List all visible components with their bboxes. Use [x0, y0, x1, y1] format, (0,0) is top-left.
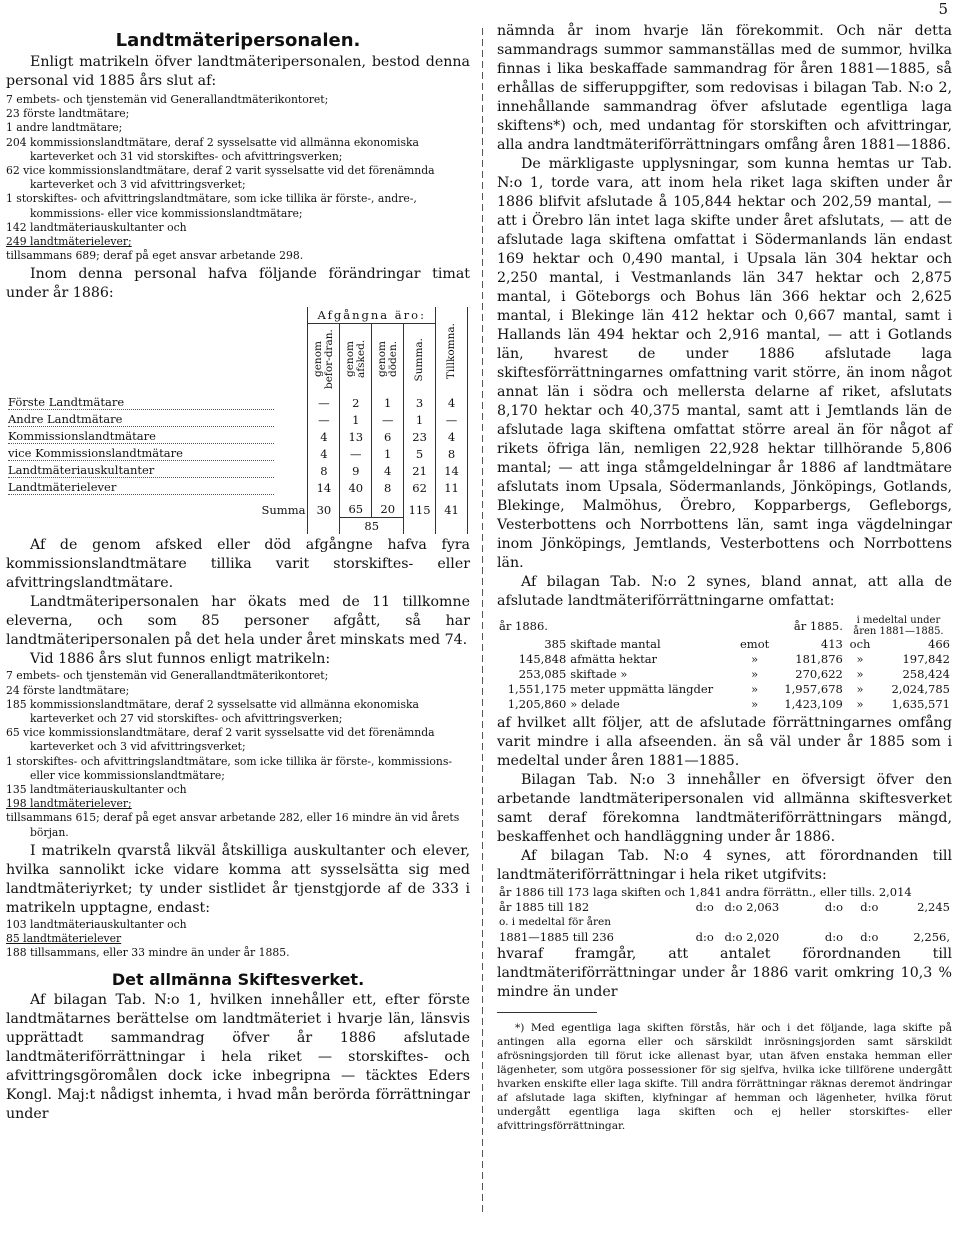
table-cell: 181,876	[795, 652, 843, 666]
table-cell: 4	[308, 445, 340, 462]
right-column	[497, 22, 952, 1133]
table-cell: 6	[372, 428, 404, 445]
list-item: 7 embets- och tjenstemän vid Generallandtmäterikontoret;	[6, 93, 329, 106]
table-cell: 4	[436, 394, 468, 411]
table-cell: 466	[928, 637, 950, 651]
paragraph: Inom denna personal hafva följande förändringar timat under år 1886:	[6, 266, 470, 302]
table-row	[6, 445, 468, 462]
table-row: år 1886 till 173 laga skiften och 1,841 andra förrättn., eller tills. 2,014	[499, 885, 912, 899]
column-header: genom afsked.	[343, 340, 367, 379]
table-cell: 21	[404, 462, 436, 479]
table-cell: 413	[820, 637, 843, 651]
table-cell: 1,205,860	[507, 697, 567, 711]
paragraph: Af de genom afsked eller död afgångne hafva fyra kommissionslandtmätare tillika varit storskiftes- eller afvittringslandtmätare.	[6, 537, 470, 592]
table-row	[497, 667, 952, 682]
table-cell: 8	[372, 479, 404, 496]
table-cell: 11	[436, 479, 468, 496]
row-label: Kommissionslandtmätare	[8, 429, 274, 444]
table-row	[6, 428, 468, 445]
list-item: 24 förste landtmätare;	[6, 683, 130, 697]
table-cell: afmätta hektar	[570, 652, 658, 666]
table-cell: 385	[544, 637, 567, 651]
table-cell: 2,024,785	[891, 682, 950, 696]
list-item: 62 vice kommissionslandtmätare, deraf 2 varit sysselsatte vid det förenämnda karteverket och 3 vid afvittringsverket;	[6, 164, 435, 192]
table-cell: 23	[404, 428, 436, 445]
table-summa-row	[6, 496, 468, 518]
page-number: 5	[938, 0, 948, 18]
column-header: år 1885.	[793, 618, 843, 633]
table-cell: emot	[740, 637, 770, 651]
table-row: o. i medeltal för åren	[499, 916, 611, 928]
appointments-table	[497, 885, 952, 945]
table-cell: 41	[436, 496, 468, 518]
table-cell: »	[751, 667, 759, 681]
paragraph: Af bilagan Tab. N:o 4 synes, att förordnanden till landtmäteriförrättningar i hela riket utgifvits:	[497, 848, 952, 883]
table-row	[497, 697, 952, 712]
row-label: Landtmäteriauskultanter	[8, 463, 274, 478]
column-header: genom befor-dran.	[311, 329, 335, 390]
list-item: 204 kommissionslandtmätare, deraf 2 sysselsatte vid allmänna ekonomiska karteverket och 31 vid storskiftes- och afvittringsverken;	[6, 135, 419, 163]
row-label: Förste Landtmätare	[8, 395, 274, 410]
paragraph: hvaraf framgår, att antalet förordnanden till landtmäteriförrättningar under år 1886 varit omkring 10,3 % mindre än under	[497, 946, 952, 1000]
table-row	[6, 411, 468, 428]
table-cell: 115	[404, 496, 436, 518]
table-cell: 30	[308, 496, 340, 518]
table-cell: 65	[340, 496, 372, 518]
table-cell: 4	[308, 428, 340, 445]
table-cell: skiftade »	[570, 667, 628, 681]
table-row	[497, 652, 952, 667]
table-row	[6, 462, 468, 479]
list-item: 198 landtmäterielever;	[6, 797, 132, 811]
paragraph: Af bilagan Tab. N:o 1, hvilken innehåller ett, efter förste landtmätarnes berättelse om landtmäteriet i hvarje län, länsvis upprättadt sammandrag öfver år 1886 afslutade landtmäteriförrättningar i hela riket — storskiftes- och afvittringsgöromålen dock icke inbegripna — täcktes Eders Kongl. Maj:t nådigst inhemta, i hvad mån berörda förrättningar under	[6, 992, 470, 1123]
personnel-list-1886	[6, 669, 470, 811]
column-header: i medeltal under åren 1881—1885.	[853, 615, 944, 637]
table-cell: 1,635,571	[891, 697, 950, 711]
table-cell: 1	[404, 411, 436, 428]
table-cell: 258,424	[902, 667, 950, 681]
row-label: vice Kommissionslandtmätare	[8, 446, 274, 461]
paragraph: af hvilket allt följer, att de afslutade förrättningarnes omfång varit mindre i alla afseenden. än så väl under år 1885 som i medeltal under åren 1881—1885.	[497, 715, 952, 769]
list-item: 249 landtmäterielever;	[6, 235, 132, 249]
row-label: Andre Landtmätare	[8, 412, 274, 427]
changes-table	[6, 307, 468, 534]
paragraph: Bilagan Tab. N:o 3 innehåller en öfversigt öfver den arbetande landtmäteripersonalen vid allmänna skiftesverket samt deraf förekomna landtmäteriförrättningars mängd, beskaffenhet och handläggning under år 1886.	[497, 772, 952, 845]
section-title: Det allmänna Skiftesverket.	[111, 970, 365, 990]
row-label: Landtmäterielever	[8, 480, 274, 495]
list-item: 1 storskiftes- och afvittringslandtmätare, som icke tillika är förste-, kommissions- eller vice kommissionslandtmätare;	[6, 754, 453, 782]
table-cell: 4	[372, 462, 404, 479]
table-cell: —	[308, 394, 340, 411]
table-cell: »	[856, 682, 864, 696]
list-item: 135 landtmäteriauskultanter och	[6, 783, 187, 797]
table-cell: och	[849, 637, 871, 651]
table-cell: 145,848	[518, 652, 567, 666]
table-cell: 1	[340, 411, 372, 428]
personnel-list-1885	[6, 93, 470, 249]
paragraph: I matrikeln qvarstå likväl åtskilliga auskultanter och elever, hvilka sannolikt icke vidare komma att sysselsätta sig med landtmäteriyrket; ty under sistlidet år tjenstgjorde af de 333 i matrikeln upptagne, endast:	[6, 842, 470, 916]
paragraph: Af bilagan Tab. N:o 2 synes, bland annat, att alla de afslutade landtmäteriförrättningarne omfattat:	[497, 574, 952, 609]
column-header: Summa.	[413, 337, 426, 382]
paragraph: De märkligaste upplysningar, som kunna hemtas ur Tab. N:o 1, torde vara, att inom hela riket laga skiften under år 1886 blifvit afslutade å 105,844 hektar och 202,59 mantal, — att i Örebro län intet laga skifte under året afslutats, — att de afslutade laga skiftena omfattat i Södermanlands län endast 169 hektar och 0,490 mantal, i Upsala län 304 hektar och 2,250 mantal, i Vestmanlands län 347 hektar och 2,875 mantal, i Göteborgs och Bohus län 366 hektar och 2,625 mantal, i Blekinge län 412 hektar och 0,667 mantal, samt i Hallands län 494 hektar och 2,916 mantal, — att i Gotlands län, hvarest de under 1886 afslutade laga skiftesförrättningarnes omfattning varit större, än inom något annat län i södra och mellersta delarne af riket, afslutats 8,170 hektar och 40,375 mantal, samt att i Jemtlands län de afslutade laga skiftena omfattat större areal än för något af rikets öfriga län, nemligen 22,928 hektar tillhörande 5,806 mantal; — att inga ståmgeldelningar år 1886 af landtmätare afslutats inom Upsala, Södermanlands, Jönköpings, Gotlands, Blekinge, Malmöhus, Örebro, Kopparbergs, Gefleborgs, Vesterbottens och Norrbottens län, samt inga vägdelningar inom Jönköpings, Jemtlands, Vesterbottens och Norrbottens län.	[497, 156, 952, 571]
list-item: 142 landtmäteriauskultanter och	[6, 220, 187, 234]
paragraph: Landtmäteripersonalen har ökats med de 11 tillkomne eleverna, och som 85 personer afgått, så har landtmäteripersonalen på det hela under året minskats med 74.	[6, 594, 470, 649]
list-item: 7 embets- och tjenstemän vid Generallandtmäterikontoret;	[6, 669, 329, 683]
table-cell: »	[751, 697, 759, 711]
table-row	[6, 394, 468, 411]
table-cell: 1	[372, 394, 404, 411]
table-cell: 5	[404, 445, 436, 462]
list-item: 85 landtmäterielever	[6, 932, 122, 946]
left-column	[6, 22, 470, 1124]
table-cell: 2	[340, 394, 372, 411]
table-cell: —	[436, 411, 468, 428]
table-cell: 197,842	[902, 652, 950, 666]
table-cell: 1,423,109	[784, 697, 843, 711]
table-cell: 1	[372, 445, 404, 462]
column-header: genom döden.	[375, 341, 399, 378]
table-cell: »	[751, 652, 759, 666]
table-cell: 270,622	[795, 667, 843, 681]
list-total: 188 tillsammans, eller 33 mindre än under år 1885.	[6, 946, 290, 960]
table-cell: —	[372, 411, 404, 428]
list-total: tillsammans 689; deraf på eget ansvar arbetande 298.	[6, 249, 304, 263]
summa-label: Summa	[261, 502, 306, 517]
table-row	[497, 682, 952, 697]
subtotal: 85	[340, 518, 404, 535]
table-cell: »	[856, 667, 864, 681]
list-total: tillsammans 615; deraf på eget ansvar arbetande 282, eller 16 mindre än vid årets början.	[6, 811, 460, 839]
table-cell: 13	[340, 428, 372, 445]
table-cell: 40	[340, 479, 372, 496]
table-cell: 1,957,678	[784, 682, 843, 696]
table-cell: »	[856, 697, 864, 711]
list-item: 185 kommissionslandtmätare, deraf 2 sysselsatte vid allmänna ekonomiska karteverket och 27 vid storskiftes- och afvittringsverken;	[6, 697, 419, 726]
table-cell: 9	[340, 462, 372, 479]
table-cell: 253,085	[518, 667, 567, 681]
paragraph: nämnda år inom hvarje län förekommit. Och när detta sammandrags summor sammanställas med de summor, hvilka finnas i lika beskaffade sammandrag för åren 1881—1885, så erhållas de sifferuppgifter, som redovisas i bilagan Tab. N:o 2, innehållande sammandrag öfver afslutade egentliga laga skiftens*) och, med undantag för storskiften och afvittringar, alla andra landtmäteriförrättningars omfång åren 1881—1886.	[497, 23, 952, 153]
footnote-rule	[497, 1012, 597, 1013]
table-cell: »	[751, 682, 759, 696]
table-cell: » delade	[570, 697, 620, 711]
column-divider	[482, 28, 483, 1216]
table-cell: 8	[308, 462, 340, 479]
table-cell: —	[340, 445, 372, 462]
paragraph: Enligt matrikeln öfver landtmäteripersonalen, bestod denna personal vid 1885 års slut af:	[6, 54, 470, 89]
table-cell: 14	[308, 479, 340, 496]
list-item: 1 storskiftes- och afvittringslandtmätare, som icke tillika är förste-, andre-, kommissions- eller vice kommissionslandtmätare;	[6, 192, 417, 220]
table-row: 1881—1885 till 236 d:o d:o 2,020 d:o d:o 2,256,	[499, 930, 950, 944]
column-header: Tillkomna.	[445, 322, 458, 379]
column-header: år 1886.	[499, 618, 548, 633]
table-group-header: Afgångna äro:	[308, 307, 436, 324]
table-row	[6, 479, 468, 496]
footnote: *) Med egentliga laga skiften förstås, här och i det följande, laga skifte på antingen alla egorna eller och särskildt inrösningsjorden samt särskildt afrösningsjorden till förut icke allenast byar, utan äfven enstaka hemman eller lägenheter, som utgöra possessioner för sig sjelfva, hvilka icke tillförene undergått hvarken enskifte eller laga skifte. Till andra förrättningar räknas deremot ändringar af afslutade laga skiften, klyfningar af hemman och lägenheter, hvilka förut undergått egentliga laga skiften och ej heller storskiftes- eller afvittringsförrättningar.	[497, 1022, 952, 1132]
table-cell: »	[856, 652, 864, 666]
table-cell: 8	[436, 445, 468, 462]
list-item: 23 förste landtmätare;	[6, 107, 130, 121]
comparison-table	[497, 615, 952, 712]
active-list	[6, 918, 470, 946]
list-item: 1 andre landtmätare;	[6, 121, 123, 135]
table-cell: skiftade mantal	[570, 637, 661, 651]
table-cell: 4	[436, 428, 468, 445]
table-cell: —	[308, 411, 340, 428]
table-row	[497, 637, 952, 652]
table-cell: meter uppmätta längder	[570, 682, 714, 696]
list-item: 103 landtmäteriauskultanter och	[6, 917, 187, 931]
table-cell: 3	[404, 394, 436, 411]
table-cell: 14	[436, 462, 468, 479]
table-cell: 1,551,175	[507, 682, 567, 696]
section-title: Landtmäteripersonalen.	[115, 30, 361, 51]
paragraph: Vid 1886 års slut funnos enligt matrikeln:	[30, 651, 331, 668]
list-item: 65 vice kommissionslandtmätare, deraf 2 varit sysselsatte vid det förenämnda karteverket och 3 vid afvittringsverket;	[6, 726, 435, 754]
table-row: år 1885 till 182 d:o d:o 2,063 d:o d:o 2,245	[499, 900, 950, 914]
table-cell: 20	[372, 496, 404, 518]
table-cell: 62	[404, 479, 436, 496]
